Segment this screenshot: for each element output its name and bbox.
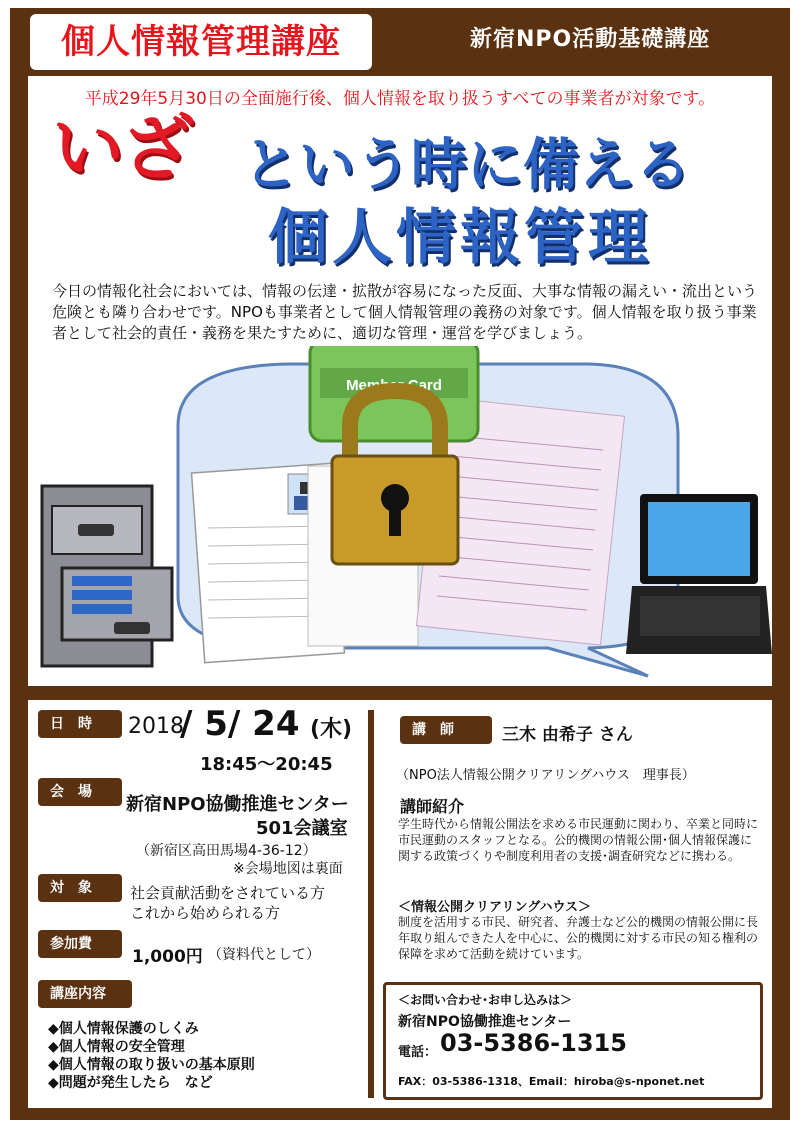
fax-email: FAX：03-5386-1318、Email：hiroba@s-nponet.net bbox=[398, 1075, 705, 1088]
contact-heading: ＜お問い合わせ･お申し込みは＞ bbox=[398, 993, 573, 1007]
file-cabinet-icon bbox=[42, 486, 172, 666]
lecturer-name: 三木 由希子 さん bbox=[502, 725, 633, 745]
org-title: ＜情報公開クリアリングハウス＞ bbox=[398, 900, 592, 915]
headline-blue: という時に備える bbox=[243, 133, 691, 198]
target-line-1: 社会貢献活動をされている方 bbox=[130, 884, 326, 902]
content-item-1: ◆個人情報保護のしくみ bbox=[48, 1021, 199, 1037]
member-card-label: Member Card bbox=[346, 377, 442, 394]
security-illustration bbox=[28, 346, 772, 686]
lecturer-intro-text: 学生時代から情報公開法を求める市民運動に関わり、卒業と同時に市民運動のスタッフとなる。公的機関の情報公開･個人情報保護に関する政策づくりや制度利用者の支援･調査研究などに携わる。 bbox=[398, 817, 759, 863]
lecturer-label: 講 師 bbox=[400, 716, 492, 744]
org-text: 制度を活用する市民、研究者、弁護士など公的機関の情報公開に長年取り組んできた人を中心に、公的機関に対する市民の知る権利の保障を求めて活動を続けています。 bbox=[398, 915, 759, 961]
lecturer-intro-title: 講師紹介 bbox=[400, 797, 465, 816]
series-title: 新宿NPO活動基礎講座 bbox=[470, 27, 711, 52]
course-title: 個人情報管理講座 bbox=[61, 22, 341, 62]
column-divider bbox=[368, 710, 374, 1098]
venue-label: 会 場 bbox=[38, 778, 122, 806]
hero-section bbox=[28, 76, 772, 686]
target-line-2: これから始められる方 bbox=[130, 904, 281, 922]
intro-paragraph: 今日の情報化社会においては、情報の伝達・拡散が容易になった反面、大事な情報の漏えい・流出という危険とも隣り合わせです。NPOも事業者として個人情報管理の義務の対象です。個人情報を取り扱う事業者として社会的責任・義務を果たすために、適切な管理・運営を学びましょう。 bbox=[52, 282, 758, 342]
lecturer-affiliation: （NPO法人情報公開クリアリングハウス 理事長） bbox=[396, 768, 695, 783]
date-label: 日 時 bbox=[38, 710, 122, 738]
tel-label: 電話： bbox=[398, 1045, 438, 1060]
laptop-icon bbox=[626, 494, 772, 654]
time-text: 18:45〜20:45 bbox=[200, 754, 333, 775]
content-item-2: ◆個人情報の安全管理 bbox=[48, 1039, 185, 1055]
course-title-box bbox=[30, 14, 372, 70]
fee-amount: 1,000円 bbox=[132, 947, 203, 967]
lead-text: 平成29年5月30日の全面施行後、個人情報を取り扱うすべての事業者が対象です。 bbox=[84, 89, 716, 109]
date-year: 2018 bbox=[128, 714, 184, 739]
content-item-4: ◆問題が発生したら など bbox=[48, 1075, 213, 1091]
date-dow: (木) bbox=[310, 717, 353, 742]
details-section bbox=[28, 700, 772, 1108]
contact-box bbox=[383, 982, 763, 1100]
headline-red: いざ bbox=[52, 106, 193, 190]
tel-number[interactable]: 03-5386-1315 bbox=[440, 1029, 627, 1057]
contact-org: 新宿NPO協働推進センター bbox=[398, 1014, 572, 1030]
target-label: 対 象 bbox=[38, 874, 122, 902]
content-item-3: ◆個人情報の取り扱いの基本原則 bbox=[48, 1057, 255, 1073]
date-main: / 5/ 24 bbox=[180, 704, 300, 744]
venue-room: 501会議室 bbox=[256, 818, 348, 839]
fee-note: （資料代として） bbox=[208, 947, 320, 963]
fee-label: 参加費 bbox=[38, 930, 122, 958]
headline-blue-2: 個人情報管理 bbox=[268, 203, 652, 273]
venue-name: 新宿NPO協働推進センター bbox=[126, 794, 349, 815]
content-label: 講座内容 bbox=[38, 980, 132, 1008]
venue-note: ※会場地図は裏面 bbox=[233, 861, 343, 877]
venue-address: （新宿区高田馬場4-36-12） bbox=[136, 843, 317, 859]
